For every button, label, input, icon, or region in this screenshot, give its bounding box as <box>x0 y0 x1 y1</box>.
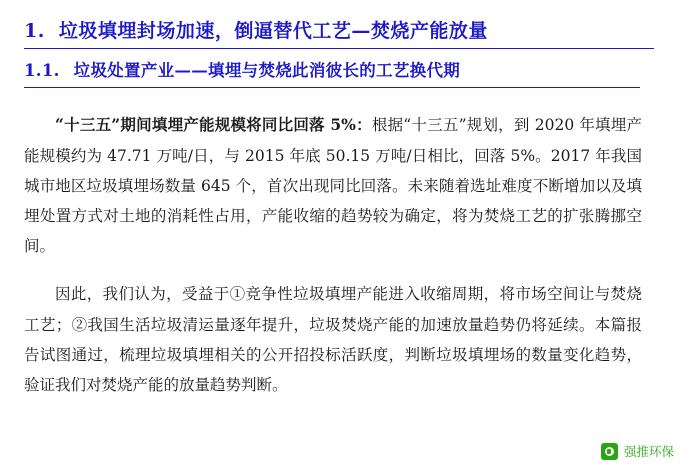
wechat-account-badge <box>601 442 674 460</box>
section-heading-2 <box>24 59 640 89</box>
paragraph-1-rest: 根据“十三五”规划，到 2020 年填埋产能规模约为 47.71 万吨/日，与 2015 年底 50.15 万吨/日相比，回落 5%。2017 年我国城市地区垃圾填埋场数量 645 个，首次出现同比回落。未来随着选址难度不断增加以及填埋处置方式对土地的消耗性占用，产能收缩的趋势较为确定，将为焚烧工艺的扩张腾挪空间。 <box>24 116 642 256</box>
section-heading-1 <box>24 18 666 46</box>
paragraph-2: 因此，我们认为，受益于①竞争性垃圾填埋产能进入收缩周期，将市场空间让与焚烧工艺；②我国生活垃圾清运量逐年提升，垃圾焚烧产能的加速放量趋势仍将延续。本篇报告试图通过，梳理垃圾填埋相关的公开招投标活跃度，判断垃圾填埋场的数量变化趋势，验证我们对焚烧产能的放量趋势判断。 <box>24 285 642 395</box>
section-heading-1-number: 1. <box>24 20 45 42</box>
paragraph-1 <box>24 110 642 261</box>
body-text <box>24 110 642 400</box>
section-heading-2-number: 1.1. <box>24 60 60 80</box>
section-heading-1-text: 垃圾填埋封场加速，倒逼替代工艺—焚烧产能放量 <box>58 20 488 42</box>
section-heading-2-text: 垃圾处置产业——填埋与焚烧此消彼长的工艺换代期 <box>73 60 461 80</box>
account-name: 强推环保 <box>623 444 674 459</box>
heading-1-underline <box>24 48 654 49</box>
wechat-icon <box>601 443 618 460</box>
paragraph-1-lead: “十三五”期间填埋产能规模将同比回落 5%： <box>55 115 372 135</box>
